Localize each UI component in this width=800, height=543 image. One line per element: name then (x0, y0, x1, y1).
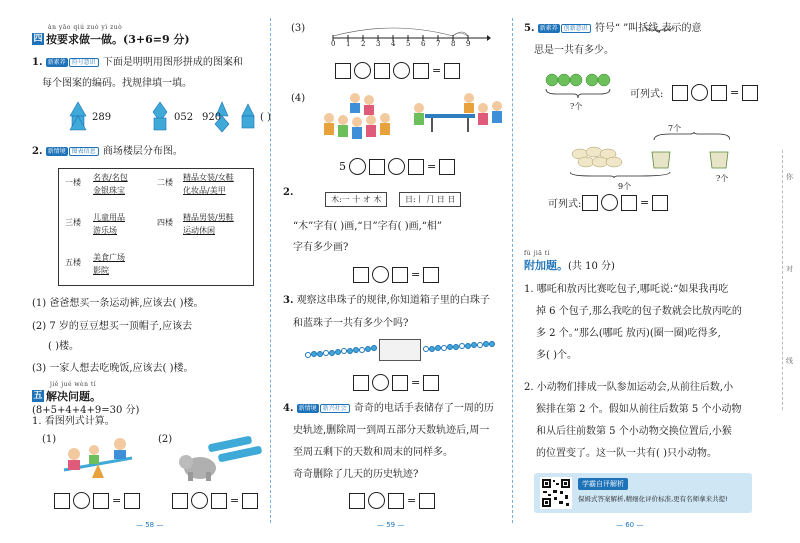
floor-item: 儿童用品 游乐场 (93, 213, 125, 235)
answer-box[interactable] (408, 159, 424, 175)
elephant-logs-illustration (178, 436, 268, 482)
section-5-heading (32, 388, 101, 404)
q1-line1 (32, 56, 243, 70)
q2-sub3: (3) 一家人想去吃晚饭,应该去( )楼。 (32, 363, 194, 374)
number-line-labels (331, 40, 491, 50)
page-number: — 60 — (616, 521, 644, 529)
banner-text: 保姆式答案解析,精细化评价标准,更有名师拿来共提! (578, 495, 728, 503)
page-60 (520, 0, 755, 543)
equation-row-1: = (54, 492, 140, 509)
q4-number: 4. (283, 403, 294, 414)
answer-box[interactable] (388, 493, 404, 509)
buns-baskets-illustration (570, 132, 730, 178)
b1-line2: 掉 6 个包子,那么我吃的包子数就会比敖丙吃的 (536, 306, 742, 317)
b2-line3: 和从后往前数第 5 个小动物交换位置后,小猴 (536, 426, 732, 437)
answer-box[interactable] (353, 267, 369, 283)
item-3-label: (3) (291, 23, 306, 34)
answer-box[interactable] (392, 375, 408, 391)
answer-box[interactable] (582, 195, 598, 211)
q5-text-2: 思是一共有多少。 (534, 45, 614, 56)
b2-line1: 2. 小动物们排成一队参加运动会,从前往后数,小 (524, 382, 734, 393)
floor-item: 美食广场 影院 (93, 253, 125, 275)
answer-box[interactable] (369, 159, 385, 175)
section-5-number: 五 (33, 391, 43, 401)
section-4-number: 四 (33, 34, 43, 44)
q1-text-1: 下面是明明用图形拼成的图案和 (102, 57, 243, 68)
section-5-score: (8+5+4+4+9=30 分) (32, 405, 140, 416)
q5-tag-1: 新素养 (539, 25, 558, 32)
answer-box[interactable] (419, 493, 435, 509)
bead-string (305, 336, 495, 366)
bonus-heading (524, 257, 615, 273)
q3-line1 (283, 294, 490, 308)
b2-line4: 的位置变了。这一队一共有( )只小动物。 (536, 448, 717, 459)
balls-with-brace-illustration (544, 70, 624, 110)
column-divider (512, 18, 513, 523)
floor-item: 精品男装/男鞋 运动休闲 (183, 213, 234, 235)
floor-item: 名表/名包 金银珠宝 (93, 173, 128, 195)
bead (489, 341, 495, 347)
floor-label: 一楼 (65, 178, 81, 187)
tick-label: 3 (376, 40, 381, 48)
floor-directory (58, 168, 254, 286)
equation-row-9: = (582, 194, 668, 211)
b1-line1: 1. 哪吒和敖丙比赛吃包子,哪吒说:“如果我再吃 (524, 284, 729, 295)
q2-line2: 字有多少画? (293, 242, 349, 253)
operator-circle[interactable] (388, 158, 405, 175)
operator-circle[interactable] (601, 194, 618, 211)
answer-box[interactable] (444, 63, 460, 79)
bead-box (379, 339, 421, 361)
q5-text-1: 符号“ ”叫括线,表示的意 (594, 23, 702, 34)
code-4: ( ) (260, 112, 271, 123)
section-4-heading (32, 31, 190, 47)
q5-number: 5. (524, 23, 535, 34)
answer-box[interactable] (439, 159, 455, 175)
answer-box[interactable] (711, 85, 727, 101)
section-5-pinyin: jiě jué wèn tí (50, 381, 97, 388)
answer-box[interactable] (392, 267, 408, 283)
q2-sub2-a: (2) 7 岁的豆豆想买一顶帽子,应该去 (32, 321, 193, 332)
answer-box[interactable] (374, 63, 390, 79)
tick-label: 9 (466, 40, 471, 48)
page-number: — 59 — (377, 521, 405, 529)
binding-label: 线 (786, 357, 793, 365)
answer-box[interactable] (621, 195, 637, 211)
q2-number: 2. (32, 146, 43, 157)
floor-label: 三楼 (65, 218, 81, 227)
equation-row-6: = (353, 374, 439, 391)
q5-tag-2: 创新意识 (561, 24, 591, 33)
q1-text-2: 每个图案的编码。找规律填一填。 (42, 78, 192, 89)
code-2: 052 (174, 112, 194, 123)
q2-sub1: (1) 爸爸想买一条运动裤,应该去( )楼。 (32, 298, 204, 309)
equation-row-3: = (335, 62, 460, 79)
operator-circle[interactable] (349, 158, 366, 175)
stroke-card-wood: 木:一 十 オ 木 (325, 192, 387, 207)
answer-box[interactable] (423, 375, 439, 391)
tick-label: 7 (436, 40, 441, 48)
operator-circle[interactable] (368, 492, 385, 509)
tick-label: 4 (391, 40, 396, 48)
banner-title: 学霸自评解析 (578, 478, 628, 490)
section-4-pinyin: àn yāo qiú zuò yì zuò (48, 24, 123, 31)
operator-circle[interactable] (691, 84, 708, 101)
given-number: 5 (339, 160, 346, 173)
answer-box[interactable] (423, 267, 439, 283)
q2-line1: “木”字有( )画,“日”字有( )画,“相” (293, 221, 442, 232)
basket-unknown: ?个 (716, 174, 729, 183)
answer-box[interactable] (742, 85, 758, 101)
operator-circle[interactable] (354, 62, 371, 79)
q4-text-2: 史轨迹,删除周一到周五部分天数轨迹后,周一 (293, 425, 490, 436)
equation-row-4: 5 = (339, 158, 455, 175)
floor-item: 精品女装/女鞋 化妆品/美甲 (183, 173, 234, 195)
answer-box[interactable] (242, 493, 258, 509)
b2-line2: 猴排在第 2 个。假如从前往后数第 5 个小动物 (536, 404, 742, 415)
answer-box[interactable] (413, 63, 429, 79)
tick-label: 8 (451, 40, 456, 48)
page-number: — 58 — (136, 521, 164, 529)
answer-box[interactable] (93, 493, 109, 509)
item-4-label: (4) (291, 93, 306, 104)
q2-text: 商场楼层分布图。 (102, 146, 183, 157)
stroke-card-sun: 日:丨 ⺆ 日 日 (399, 192, 461, 207)
q1-number: 1. (32, 57, 43, 68)
q2-tag-1: 新情境 (47, 148, 66, 155)
tick-label: 0 (331, 40, 336, 48)
answer-box[interactable] (353, 375, 369, 391)
answer-box[interactable] (335, 63, 351, 79)
b1-line4: 多( )个。 (536, 350, 577, 361)
seven-label: 7个 (668, 124, 682, 133)
code-3: 920 (202, 112, 222, 123)
q1-tag-1: 新素养 (47, 59, 66, 66)
nine-label: 9个 (618, 182, 632, 191)
q4-line1 (283, 402, 494, 416)
q1b-part1: (1) (42, 434, 57, 445)
q2-line (32, 145, 183, 159)
triangle-icon (70, 102, 86, 116)
q3-number: 3. (283, 295, 294, 306)
q3-text-1: 观察这串珠子的规律,你知道箱子里的白珠子 (296, 295, 490, 306)
q5-line1 (524, 22, 701, 36)
q4-text-1: 奇奇的电话手表储存了一周的历 (353, 403, 494, 414)
floor-label: 五楼 (65, 258, 81, 267)
answer-box[interactable] (652, 195, 668, 211)
tick-label: 2 (361, 40, 366, 48)
binding-label: 对 (786, 265, 793, 273)
answer-box[interactable] (211, 493, 227, 509)
binding-label: 你 (786, 173, 793, 181)
seesaw-children-illustration (58, 436, 138, 482)
equation-row-8: = (672, 84, 758, 101)
triangle-icon (242, 104, 254, 116)
page-59 (279, 0, 507, 543)
q4-tag-2: 新兴社会 (320, 404, 350, 413)
tick-label: 6 (421, 40, 426, 48)
operator-circle[interactable] (191, 492, 208, 509)
total-unknown: ?个 (570, 102, 583, 111)
column-divider (270, 18, 271, 523)
operator-circle[interactable] (372, 266, 389, 283)
q3-text-2: 和蓝珠子一共有多少个吗? (293, 318, 409, 329)
answer-box[interactable] (172, 493, 188, 509)
tick-label: 5 (406, 40, 411, 48)
answer-box[interactable] (672, 85, 688, 101)
self-assessment-banner[interactable] (534, 473, 752, 513)
answer-box[interactable] (124, 493, 140, 509)
brace-symbol-icon (644, 24, 674, 34)
bonus-title: 附加题。 (524, 259, 568, 272)
operator-circle[interactable] (73, 492, 90, 509)
children-playing-illustration (319, 92, 509, 152)
section-5-title: 解决问题。 (46, 390, 101, 403)
qr-code-icon (540, 477, 572, 509)
page-58 (28, 0, 271, 543)
expression-label-2: 可列式: (548, 199, 582, 210)
expression-label-1: 可列式: (630, 89, 664, 100)
equation-row-5: = (353, 266, 439, 283)
answer-box[interactable] (54, 493, 70, 509)
floor-label: 四楼 (157, 218, 173, 227)
equation-row-7: = (349, 492, 435, 509)
q1b-part2: (2) (158, 434, 173, 445)
q2-sub2-b: ( )楼。 (48, 341, 79, 352)
q1b-heading: 1. 看图列式计算。 (32, 416, 115, 427)
q1-tag-2: 符号意识 (69, 58, 99, 67)
section-4-title: 按要求做一做。(3+6=9 分) (46, 33, 190, 46)
q4-text-4: 奇奇删除了几天的历史轨迹? (293, 469, 419, 480)
square-icon (154, 118, 166, 130)
q2-number: 2. (283, 187, 294, 198)
operator-circle[interactable] (372, 374, 389, 391)
tick-label: 1 (346, 40, 351, 48)
operator-circle[interactable] (393, 62, 410, 79)
cut-line (782, 150, 783, 410)
b1-line3: 多 2 个。”那么(哪吒 敖丙)(圈一圈)吃得多, (536, 328, 721, 339)
equation-row-2: = (172, 492, 258, 509)
bead (371, 345, 377, 351)
bonus-pinyin: fù jiā tí (524, 250, 551, 257)
q2-tag-2: 图表信息 (69, 147, 99, 156)
floor-label: 二楼 (157, 178, 173, 187)
answer-box[interactable] (349, 493, 365, 509)
q4-tag-1: 新情境 (298, 405, 317, 412)
square-icon (242, 116, 254, 128)
code-1: 289 (92, 112, 112, 123)
q4-text-3: 至周五剩下的天数和周末的同样多。 (293, 447, 453, 458)
shape-code-row (68, 100, 278, 136)
bonus-score: (共 10 分) (568, 261, 615, 272)
